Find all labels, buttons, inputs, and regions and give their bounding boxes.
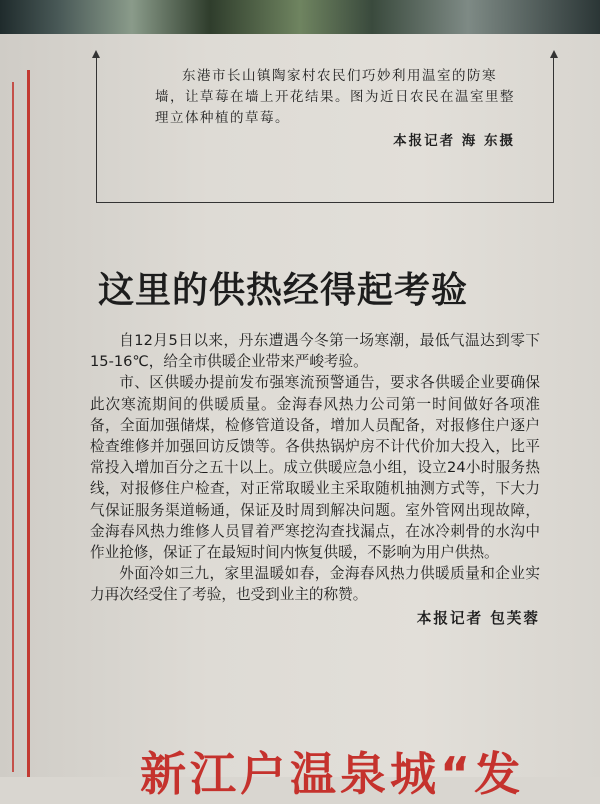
photo-caption-box bbox=[96, 56, 554, 203]
article-paragraph-1: 自12月5日以来，丹东遭遇今冬第一场寒潮，最低气温达到零下15-16℃，给全市供暖企业带来严峻考验。 bbox=[90, 332, 540, 371]
photo-strip bbox=[0, 0, 600, 34]
arrow-up-icon bbox=[550, 50, 558, 58]
arrow-up-icon bbox=[92, 50, 100, 58]
caption-byline: 本报记者 海 东摄 bbox=[393, 133, 515, 149]
next-article-headline: 新江户温泉城“发 bbox=[140, 747, 525, 801]
left-column-border bbox=[0, 70, 30, 777]
left-column-rule bbox=[12, 82, 14, 772]
article-headline: 这里的供热经得起考验 bbox=[98, 270, 469, 311]
article-paragraph-3: 外面冷如三九，家里温暖如春，金海春风热力供暖质量和企业实力再次经受住了考验，也受到业主的称赞。 bbox=[90, 565, 540, 604]
article-byline: 本报记者 包芙蓉 bbox=[416, 609, 540, 627]
article-paragraph-2: 市、区供暖办提前发布强寒流预警通告，要求各供暖企业要确保此次寒流期间的供暖质量。金海春风热力公司第一时间做好各项准备，全面加强储煤，检修管道设备，增加人员配备，对报修住户逐户检查维修并加强回访反馈等。各供热锅炉房不计代价加大投入，比平常投入增加百分之五十以上。成立供暖应急小组，设立24小时服务热线，对报修住户检查，对正常取暖业主采取随机抽测方式等，下大力气保证服务渠道畅通，保证及时周到解决问题。室外管网出现故障，金海春风热力维修人员冒着严寒挖沟查找漏点，在冰冷刺骨的水沟中作业抢修，保证了在最短时间内恢复供暖，不影响为用户供热。 bbox=[90, 374, 540, 562]
photo-caption bbox=[155, 66, 515, 152]
caption-text: 东港市长山镇陶家村农民们巧妙利用温室的防寒墙，让草莓在墙上开花结果。图为近日农民在温室里整理立体种植的草莓。 bbox=[155, 68, 515, 126]
article-body bbox=[90, 330, 540, 629]
